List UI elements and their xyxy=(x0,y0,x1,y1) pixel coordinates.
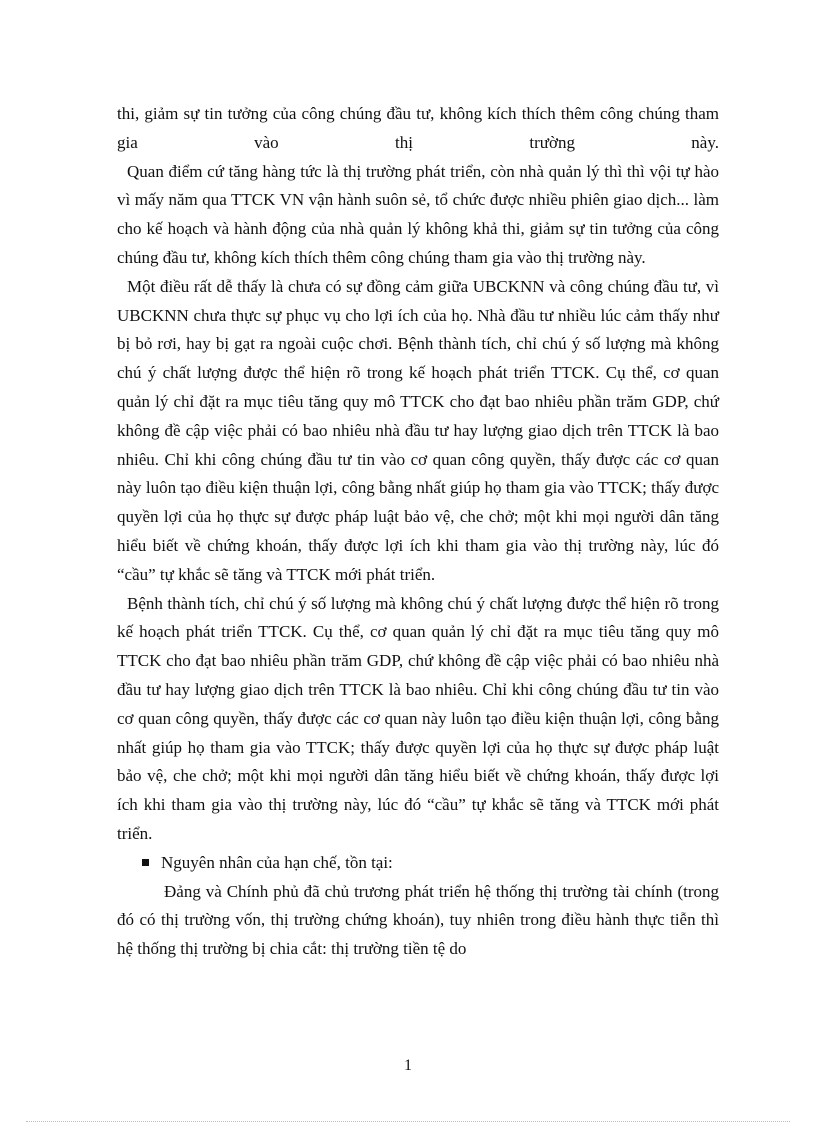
paragraph-5: Đảng và Chính phủ đã chủ trương phát triển hệ thống thị trường tài chính (trong đó có thị trường vốn, thị trường chứng khoán), tuy nhiên trong điều hành thực tiễn thì hệ thống thị trường bị chia cắt: thị trường tiền tệ do xyxy=(117,881,719,959)
bullet-item xyxy=(117,849,719,878)
paragraph-4: Bệnh thành tích, chỉ chú ý số lượng mà không chú ý chất lượng được thể hiện rõ trong kế hoạch phát triển TTCK. Cụ thể, cơ quan quản lý chỉ đặt ra mục tiêu tăng quy mô TTCK cho đạt bao nhiêu phần trăm GDP, chứ không đề cập việc phải có bao nhiêu nhà đầu tư hay lượng giao dịch trên TTCK là bao nhiêu. Chỉ khi công chúng đầu tư tin vào cơ quan công quyền, thấy được các cơ quan này luôn tạo điều kiện thuận lợi, công bằng nhất giúp họ tham gia vào TTCK; thấy được quyền lợi của họ thực sự được pháp luật bảo vệ, che chở; một khi mọi người dân tăng hiểu biết về chứng khoán, thấy được lợi ích khi tham gia vào thị trường này, lúc đó “cầu” tự khắc sẽ tăng và TTCK mới phát triển. xyxy=(117,593,719,843)
square-bullet-icon xyxy=(142,859,149,866)
paragraph-2: Quan điểm cứ tăng hàng tức là thị trường phát triển, còn nhà quản lý thì thì vội tự hào vì mấy năm qua TTCK VN vận hành suôn sẻ, tổ chức được nhiều phiên giao dịch... làm cho kế hoạch và hành động của nhà quản lý không khả thi, giảm sự tin tưởng của công chúng đầu tư, không kích thích thêm công chúng tham gia vào thị trường này. xyxy=(117,161,719,267)
page-bottom-divider xyxy=(26,1121,790,1122)
page-number: 1 xyxy=(404,1057,412,1074)
bullet-text: Nguyên nhân của hạn chế, tồn tại: xyxy=(161,852,393,872)
paragraph-1: thi, giảm sự tin tưởng của công chúng đầu tư, không kích thích thêm công chúng tham gia vào thị trường này. xyxy=(117,104,719,152)
document-body xyxy=(117,100,719,964)
paragraph-3: Một điều rất dễ thấy là chưa có sự đồng cảm giữa UBCKNN và công chúng đầu tư, vì UBCKNN chưa thực sự phục vụ cho lợi ích của họ. Nhà đầu tư nhiều lúc cảm thấy như bị bỏ rơi, hay bị gạt ra ngoài cuộc chơi. Bệnh thành tích, chỉ chú ý số lượng mà không chú ý chất lượng được thể hiện rõ trong kế hoạch phát triển TTCK. Cụ thể, cơ quan quản lý chỉ đặt ra mục tiêu tăng quy mô TTCK cho đạt bao nhiêu phần trăm GDP, chứ không đề cập việc phải có bao nhiêu nhà đầu tư hay lượng giao dịch trên TTCK là bao nhiêu. Chỉ khi công chúng đầu tư tin vào cơ quan công quyền, thấy được các cơ quan này luôn tạo điều kiện thuận lợi, công bằng nhất giúp họ tham gia vào TTCK; thấy được quyền lợi của họ thực sự được pháp luật bảo vệ, che chở; một khi mọi người dân tăng hiểu biết về chứng khoán, thấy được lợi ích khi tham gia vào thị trường này, lúc đó “cầu” tự khắc sẽ tăng và TTCK mới phát triển. xyxy=(117,276,719,584)
